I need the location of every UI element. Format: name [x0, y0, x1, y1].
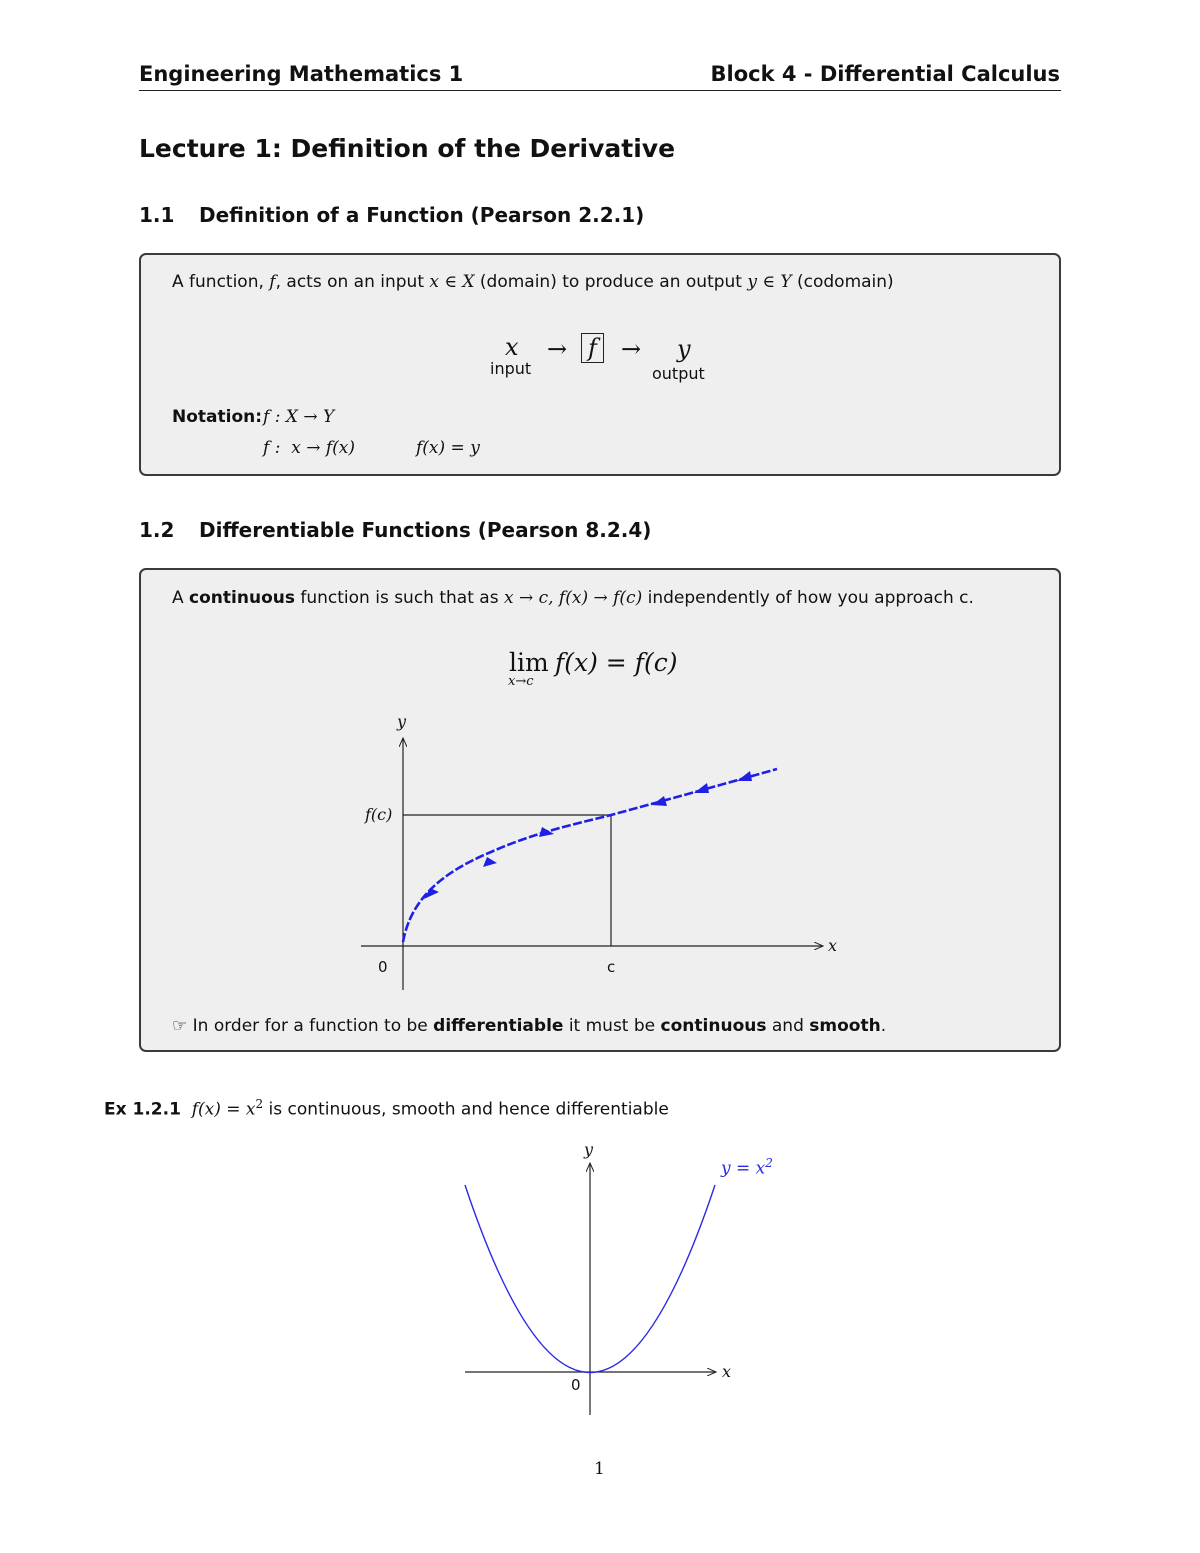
graph-origin-label: 0	[378, 958, 388, 976]
diagram-input-label: input	[490, 359, 532, 378]
continuity-bold: continuous	[189, 588, 295, 608]
graph-c-label: c	[607, 958, 616, 976]
parabola-curve-label	[721, 1156, 773, 1179]
intro-text-1: A function,	[172, 272, 270, 292]
section-title: Definition of a Function (Pearson 2.2.1)	[199, 203, 645, 227]
diagram-output-label: output	[652, 364, 705, 383]
parabola-origin-label: 0	[571, 1376, 581, 1394]
graph-fc-label: f(c)	[365, 805, 393, 824]
running-header-block: Block 4 - Differential Calculus	[710, 62, 1060, 86]
parabola-x-label: x	[722, 1362, 732, 1381]
note-text-2: it must be	[563, 1016, 661, 1036]
notation-label: Notation:	[172, 407, 263, 427]
intro-text-4: (codomain)	[791, 272, 894, 292]
curve-label-exponent: 2	[765, 1156, 773, 1170]
note-text-4: .	[880, 1016, 887, 1036]
section-number: 1.2	[139, 518, 175, 542]
limit-lim: lim	[509, 648, 549, 677]
intro-text-2: , acts on an input	[275, 272, 430, 292]
continuity-text-1: A	[172, 588, 190, 608]
intro-y-in-Y: y ∈ Y	[747, 272, 792, 292]
example-math-exponent: 2	[255, 1097, 264, 1111]
notation-line-2a: f : x → f(x)	[263, 438, 356, 458]
intro-text-3: (domain) to produce an output	[474, 272, 748, 292]
example-math: f(x) = x	[191, 1099, 256, 1120]
diagram-x: x	[505, 333, 519, 361]
intro-x-in-X: x ∈ X	[429, 272, 475, 292]
diagram-y: y	[677, 335, 691, 363]
page-number: 1	[594, 1459, 605, 1479]
example-label: Ex 1.2.1	[104, 1099, 181, 1120]
section-number: 1.1	[139, 203, 175, 227]
section-title: Differentiable Functions (Pearson 8.2.4)	[199, 518, 652, 542]
example-text: is continuous, smooth and hence differentiable	[263, 1099, 669, 1120]
limit-expression: f(x) = f(c)	[555, 648, 678, 677]
continuity-text-3: independently of how you approach c.	[642, 588, 974, 608]
continuity-text-2: function is such that as	[294, 588, 504, 608]
note-text-1: In order for a function to be	[187, 1016, 434, 1036]
notation-line-1: f : X → Y	[263, 407, 335, 427]
intro-f: f	[269, 272, 276, 292]
continuity-math: x → c, f(x) → f(c)	[503, 588, 643, 608]
parabola-y-label: y	[584, 1140, 594, 1159]
notation-line-2b: f(x) = y	[416, 438, 480, 458]
diagram-arrow-1: →	[547, 335, 568, 363]
lecture-title: Lecture 1: Definition of the Derivative	[139, 134, 676, 163]
note-bold-smooth: smooth	[809, 1016, 881, 1036]
note-bold-differentiable: differentiable	[433, 1016, 564, 1036]
diagram-arrow-2: →	[621, 335, 642, 363]
curve-label-text: y = x	[721, 1158, 766, 1179]
note-bold-continuous: continuous	[660, 1016, 767, 1036]
note-text-3: and	[766, 1016, 810, 1036]
pointing-hand-icon: ☞	[172, 1016, 188, 1036]
limit-subscript: x→c	[508, 674, 534, 689]
graph-x-label: x	[828, 936, 838, 955]
diagram-function-box: f	[581, 333, 604, 363]
graph-y-label: y	[397, 712, 407, 731]
running-header-course: Engineering Mathematics 1	[139, 62, 464, 86]
